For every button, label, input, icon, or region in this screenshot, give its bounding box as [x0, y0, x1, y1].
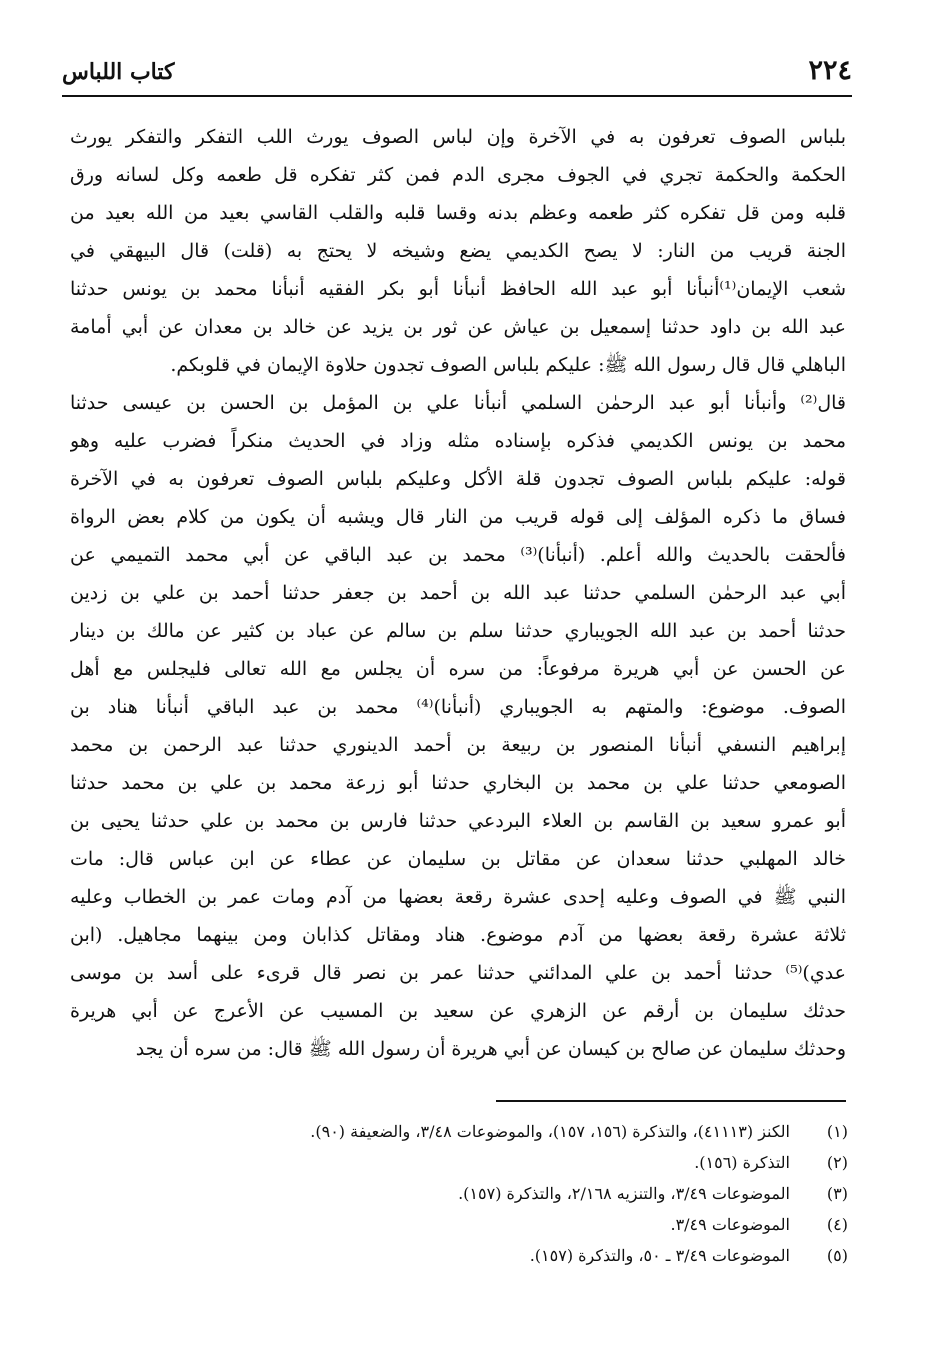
footnote-divider: [496, 1100, 846, 1102]
text-line: عدي)⁽⁵⁾ حدثنا أحمد بن علي المدائني حدثنا عمر بن نصر قال قرىء على أسد بن موسى: [70, 962, 846, 984]
text-line: حدثنا أحمد بن عبد الله الجويباري حدثنا سلم بن سالم عن عباد بن كثير عن مالك بن دينار: [70, 620, 846, 642]
footnote: [70, 1240, 848, 1271]
footnote: [70, 1116, 848, 1147]
text-line: فساق ما ذكره المؤلف إلى قوله قريب من النار قال ويشبه أن يكون من كلام بعض الرواة: [70, 506, 846, 528]
footnote-number: (٢): [826, 1153, 848, 1172]
page-number: ٢٢٤: [808, 55, 852, 86]
footnote-number: (٥): [826, 1246, 848, 1265]
text-line: قال⁽²⁾ وأنبأنا أبو عبد الرحمٰن السلمي أنبأنا علي بن المؤمل بن الحسن بن عيسى حدثنا: [70, 392, 846, 414]
page-header: [62, 52, 852, 90]
footnote-text: الموضوعات ٣/٤٩، والتنزيه ٢/١٦٨، والتذكرة (١٥٧).: [458, 1184, 790, 1203]
footnote-number: (٣): [826, 1184, 848, 1203]
header-divider: [62, 95, 852, 97]
text-line: الجنة قريب من النار: لا يصح الكديمي يضع وشيخه لا يحتج به (قلت) قال البيهقي في: [70, 240, 846, 262]
text-line: النبي ﷺ في الصوف وعليه إحدى عشرة رقعة بعضها من آدم ومات عمر بن الخطاب وعليه: [70, 886, 846, 908]
footnote: [70, 1147, 848, 1178]
text-line: خالد المهلبي حدثنا سعدان عن مقاتل بن سليمان عن عطاء عن ابن عباس قال: مات: [70, 848, 846, 870]
text-line: شعب الإيمان⁽¹⁾أنبأنا أبو عبد الله الحافظ أنبأنا أبو بكر الفقيه أنبأنا محمد بن يونس حدثنا: [70, 278, 846, 300]
text-line: بلباس الصوف تعرفون به في الآخرة وإن لباس الصوف يورث اللب التفكر والتفكر يورث: [70, 126, 846, 148]
footnote-text: التذكرة (١٥٦).: [694, 1153, 790, 1172]
text-line: قلبه ومن قل تفكره كثر طعمه وعظم بدنه وقسا قلبه والقلب القاسي بعيد من الله بعيد من: [70, 202, 846, 224]
footnotes: [70, 1116, 848, 1271]
text-line: عن الحسن عن أبي هريرة مرفوعاً: من سره أن يجلس مع الله تعالى فليجلس مع أهل: [70, 658, 846, 680]
chapter-title: كتاب اللباس: [62, 59, 175, 85]
text-line: محمد بن يونس الكديمي فذكره بإسناده مثله وزاد في الحديث منكراً فضرب عليه وهو: [70, 430, 846, 452]
footnote-text: الموضوعات ٣/٤٩.: [670, 1215, 790, 1234]
main-text: [70, 118, 846, 1068]
text-line: فألحقت بالحديث والله أعلم. (أنبأنا)⁽³⁾ محمد بن عبد الباقي عن أبي محمد التميمي عن: [70, 544, 846, 566]
text-line: الصوف. موضوع: والمتهم به الجويباري (أنبأنا)⁽⁴⁾ محمد بن عبد الباقي أنبأنا هناد بن: [70, 696, 846, 718]
footnote-number: (١): [826, 1122, 848, 1141]
footnote: [70, 1178, 848, 1209]
text-line: إبراهيم النسفي أنبأنا المنصور بن ربيعة بن أحمد الدينوري حدثنا عبد الرحمن بن محمد: [70, 734, 846, 756]
text-line: حدثك سليمان بن أرقم عن الزهري عن سعيد بن المسيب عن الأعرج عن أبي هريرة: [70, 1000, 846, 1022]
text-line: الصومعي حدثنا علي بن محمد بن البخاري حدثنا أبو زرعة محمد بن علي بن محمد حدثنا: [70, 772, 846, 794]
text-line: أبو عمرو سعيد بن القاسم بن العلاء البردعي حدثنا فارس بن محمد بن علي حدثنا يحيى بن: [70, 810, 846, 832]
footnote-number: (٤): [826, 1215, 848, 1234]
text-line: ثلاثة عشرة رقعة بعضها من آدم موضوع. هناد ومقاتل كذابان ومن بينهما مجاهيل. (ابن: [70, 924, 846, 946]
footnote-text: الموضوعات ٣/٤٩ ـ ٥٠، والتذكرة (١٥٧).: [529, 1246, 790, 1265]
text-line: الباهلي قال قال رسول الله ﷺ: عليكم بلباس الصوف تجدون حلاوة الإيمان في قلوبكم.: [170, 354, 846, 376]
text-line: قوله: عليكم بلباس الصوف تجدون قلة الأكل وعليكم بلباس الصوف تعرفون به في الآخرة: [70, 468, 846, 490]
text-line: أبي عبد الرحمٰن السلمي حدثنا عبد الله بن أحمد بن جعفر حدثنا أحمد بن علي بن زدين: [70, 582, 846, 604]
footnote-text: الكنز (٤١١١٣)، والتذكرة (١٥٦، ١٥٧)، والموضوعات ٣/٤٨، والضعيفة (٩٠).: [310, 1122, 790, 1141]
text-line: وحدثك سليمان عن صالح بن كيسان عن أبي هريرة أن رسول الله ﷺ قال: من سره أن يجد: [135, 1038, 846, 1060]
text-line: عبد الله بن داود حدثنا إسمعيل بن عياش عن ثور بن يزيد عن خالد بن معدان عن أبي أمامة: [70, 316, 846, 338]
footnote: [70, 1209, 848, 1240]
text-line: الحكمة والحكمة تجري في الجوف مجرى الدم فمن كثر تفكره قل طعمه وكل لسانه ورق: [70, 164, 846, 186]
